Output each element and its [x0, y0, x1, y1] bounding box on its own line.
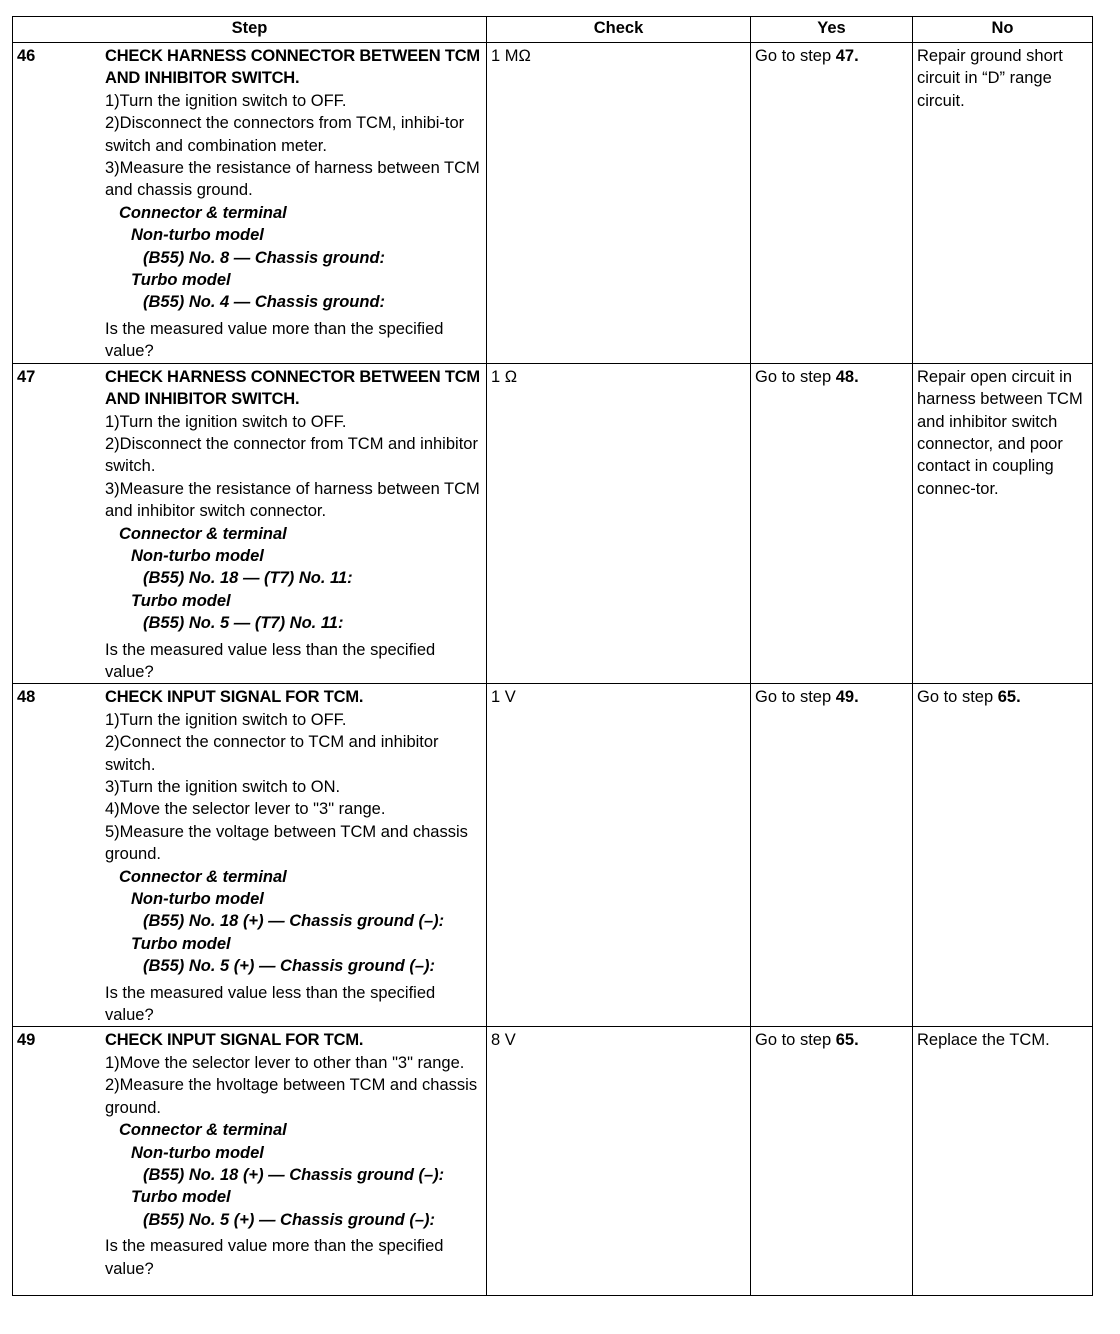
question: Is the measured value more than the specified value?	[105, 319, 444, 361]
terminal-spec: (B55) No. 4 — Chassis ground:	[143, 293, 386, 312]
header-row	[13, 17, 1093, 43]
step-title: CHECK INPUT SIGNAL FOR TCM.	[105, 1031, 364, 1050]
model-label: Turbo model	[131, 271, 231, 290]
step-number: 46	[17, 47, 36, 65]
connector-label: Connector & terminal	[119, 867, 287, 886]
model-label: Non-turbo model	[131, 226, 264, 245]
check-cell: 1 Ω	[487, 363, 751, 684]
model-label: Turbo model	[131, 934, 231, 953]
step-cell	[13, 684, 487, 1027]
header-no: No	[913, 17, 1093, 43]
model-label: Non-turbo model	[131, 890, 264, 909]
yes-cell	[751, 43, 913, 364]
instruction: 1)Move the selector lever to other than "3" range.	[105, 1053, 465, 1072]
terminal-spec: (B55) No. 18 — (T7) No. 11:	[143, 569, 353, 588]
no-cell	[913, 1027, 1093, 1296]
instruction: 3)Turn the ignition switch to ON.	[105, 778, 341, 796]
yes-text: Go to step	[755, 1031, 836, 1050]
terminal-spec: (B55) No. 8 — Chassis ground:	[143, 248, 386, 267]
connector-label: Connector & terminal	[119, 524, 287, 543]
no-text: Repair ground short circuit in “D” range circuit.	[917, 47, 1063, 110]
instruction: 2)Disconnect the connector from TCM and inhibitor switch.	[105, 434, 478, 476]
terminal-spec: (B55) No. 5 (+) — Chassis ground (–):	[143, 1210, 435, 1229]
instruction: 5)Measure the voltage between TCM and chassis ground.	[105, 822, 468, 864]
connector-label: Connector & terminal	[119, 203, 287, 222]
question: Is the measured value less than the specified value?	[105, 640, 436, 681]
yes-cell	[751, 1027, 913, 1296]
no-text: Replace the TCM.	[917, 1031, 1050, 1050]
no-cell	[913, 43, 1093, 364]
connector-label: Connector & terminal	[119, 1121, 287, 1140]
no-step-ref: 65.	[997, 688, 1021, 707]
yes-text: Go to step	[755, 688, 836, 707]
model-label: Non-turbo model	[131, 1143, 264, 1162]
yes-step-ref: 49.	[835, 688, 859, 707]
terminal-spec: (B55) No. 18 (+) — Chassis ground (–):	[143, 912, 445, 931]
step-cell	[13, 363, 487, 684]
header-yes: Yes	[751, 17, 913, 43]
instruction: 4)Move the selector lever to "3" range.	[105, 800, 386, 819]
model-label: Turbo model	[131, 591, 231, 610]
diagnostic-table-page	[12, 16, 1092, 1320]
yes-text: Go to step	[755, 367, 836, 386]
yes-step-ref: 48.	[835, 367, 859, 386]
header-check: Check	[487, 17, 751, 43]
step-title: CHECK INPUT SIGNAL FOR TCM.	[105, 688, 364, 707]
step-cell	[13, 43, 487, 364]
instruction: 1)Turn the ignition switch to OFF.	[105, 710, 347, 729]
question: Is the measured value more than the specified value?	[105, 1237, 444, 1278]
step-title: CHECK HARNESS CONNECTOR BETWEEN TCM AND INHIBITOR SWITCH.	[105, 367, 480, 409]
yes-step-ref: 47.	[835, 47, 859, 65]
model-label: Non-turbo model	[131, 546, 264, 565]
no-cell	[913, 363, 1093, 684]
yes-text: Go to step	[755, 47, 836, 65]
instruction: 2)Measure the hvoltage between TCM and chassis ground.	[105, 1076, 478, 1117]
instruction: 1)Turn the ignition switch to OFF.	[105, 91, 347, 110]
step-number: 48	[17, 688, 36, 707]
question: Is the measured value less than the specified value?	[105, 983, 436, 1025]
check-cell: 1 MΩ	[487, 43, 751, 364]
no-text: Repair open circuit in harness between TCM and inhibitor switch connector, and poor contact in coupling connec-tor.	[917, 367, 1083, 498]
instruction: 2)Connect the connector to TCM and inhibitor switch.	[105, 733, 439, 774]
step-number: 47	[17, 367, 36, 386]
instruction: 3)Measure the resistance of harness between TCM and chassis ground.	[105, 159, 480, 200]
terminal-spec: (B55) No. 5 (+) — Chassis ground (–):	[143, 957, 435, 976]
diagnostic-table	[12, 16, 1093, 1296]
check-cell: 8 V	[487, 1027, 751, 1296]
yes-cell	[751, 363, 913, 684]
table-row	[13, 1027, 1093, 1296]
instruction: 1)Turn the ignition switch to OFF.	[105, 412, 347, 431]
yes-cell	[751, 684, 913, 1027]
no-cell	[913, 684, 1093, 1027]
instruction: 2)Disconnect the connectors from TCM, inhibi-tor switch and combination meter.	[105, 114, 465, 155]
no-text: Go to step	[917, 688, 998, 707]
table-row	[13, 684, 1093, 1027]
step-cell	[13, 1027, 487, 1296]
check-cell: 1 V	[487, 684, 751, 1027]
model-label: Turbo model	[131, 1188, 231, 1207]
step-title: CHECK HARNESS CONNECTOR BETWEEN TCM AND INHIBITOR SWITCH.	[105, 47, 480, 88]
instruction: 3)Measure the resistance of harness between TCM and inhibitor switch connector.	[105, 479, 480, 521]
step-number: 49	[17, 1031, 36, 1050]
table-row	[13, 43, 1093, 364]
terminal-spec: (B55) No. 5 — (T7) No. 11:	[143, 614, 344, 633]
header-step: Step	[13, 17, 487, 43]
table-row	[13, 363, 1093, 684]
terminal-spec: (B55) No. 18 (+) — Chassis ground (–):	[143, 1165, 445, 1184]
yes-step-ref: 65.	[835, 1031, 859, 1050]
